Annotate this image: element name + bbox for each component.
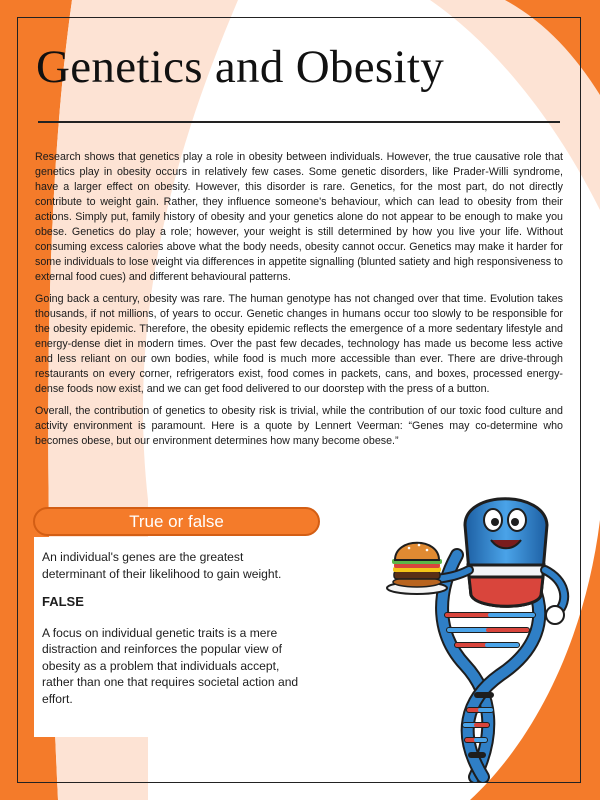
tf-explanation: A focus on individual genetic traits is a mere distraction and reinforces the popular view of obesity as a problem that individuals accept, rather than one that requires societal action and effort. xyxy=(42,625,299,706)
page-title: Genetics and Obesity xyxy=(36,41,445,93)
article-body xyxy=(35,150,563,456)
true-or-false-heading: True or false xyxy=(33,507,320,536)
dna-mascot-holding-burger-icon xyxy=(365,485,580,782)
title-divider xyxy=(38,121,560,123)
paragraph-century: Going back a century, obesity was rare. The human genotype has not changed over that time. Evolution takes thousands, if not millions, of years to occur. Genetic changes in humans occur too slowly to be responsible for the obesity epidemic. Therefore, the obesity epidemic reflects the emergence of a more sedentary lifestyle and energy-dense diet in modern times. Over the past few decades, technology has made us become less active and less reliant on our own bodies, while food is much more accessible than ever. There are drive-through restaurants on every corner, refrigerators exist, food comes in packets, cans, and boxes, processed energy-dense foods now exist, and we can get food delivered to our doorstep with the press of a button. xyxy=(35,293,563,395)
tf-statement: An individual's genes are the greatest determinant of their likelihood to gain weight. xyxy=(42,550,282,581)
tf-answer: FALSE xyxy=(42,594,84,609)
paragraph-genetics-role: Research shows that genetics play a role in obesity between individuals. However, the true causative role that genetics play in obesity occurs in relatively few cases. Some genetic disorders, like Prader-Willi syndrome, have a larger effect on obesity. However, this disorder is rare. Genetics, for the most part, do not directly contribute to weight gain. Rather, they influence someone's behaviour, which can lead to obesity from their actions. Simply put, family history of obesity and your genetics alone do not appear to be enough to make you obese. Genetics do play a role; however, your weight is still determined by how you live your life. Without consuming excess calories above what the body needs, obesity cannot occur. Genetics may make it harder for some individuals to lose weight via differences in appetite signalling (blunted satiety and high responsiveness to external food cues) and different behavioural patterns. xyxy=(35,151,563,283)
paragraph-overall: Overall, the contribution of genetics to obesity risk is trivial, while the contribution of our toxic food culture and activity environment is paramount. Here is a quote by Lennert Veerman: “Genes may co-determine who becomes obese, but our environment determines how many become obese.” xyxy=(35,405,563,447)
true-or-false-box xyxy=(34,537,319,737)
